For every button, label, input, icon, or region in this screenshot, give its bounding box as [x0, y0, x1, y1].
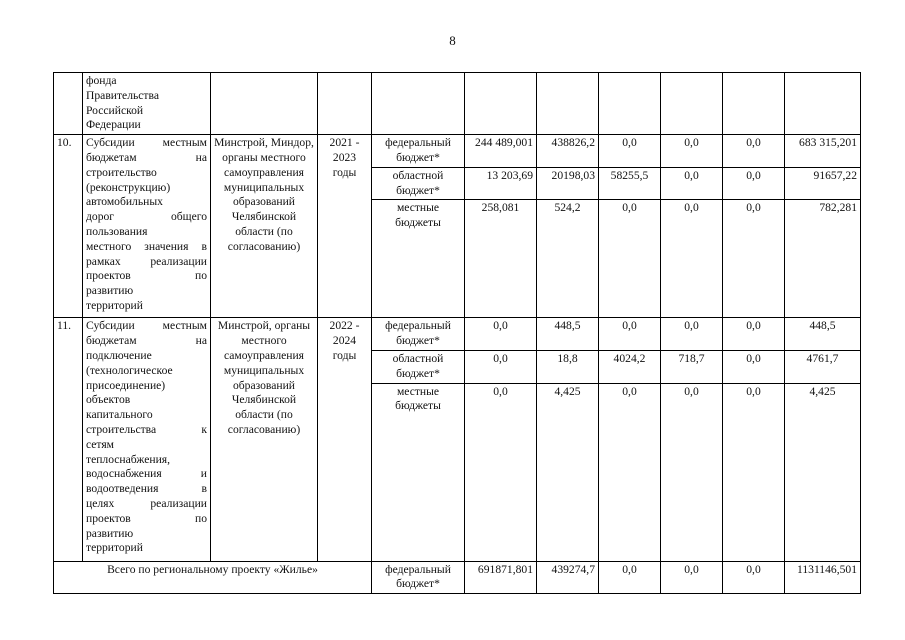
name-line: присоединение): [86, 378, 166, 392]
name-line: объектов: [86, 393, 131, 407]
cell-total: 683 315,201: [785, 135, 861, 168]
name-line: развитию: [86, 284, 134, 298]
cell-value-4: 718,7: [661, 350, 723, 383]
name-line: проектов по: [86, 269, 207, 283]
name-line: (реконструкцию): [86, 180, 171, 194]
cell-value-3: 0,0: [599, 383, 661, 561]
cell-total: 91657,22: [785, 167, 861, 200]
name-line: строительства к: [86, 422, 207, 436]
cell-executor: [211, 73, 318, 135]
cell-source: федеральный бюджет*: [372, 318, 465, 351]
cell-total: 4,425: [785, 383, 861, 561]
table-row: [54, 318, 861, 351]
cell-value-5: 0,0: [723, 561, 785, 594]
cell-value-1: 13 203,69: [465, 167, 537, 200]
cell-no: 11.: [54, 318, 83, 561]
table-row-continued: [54, 73, 861, 135]
name-line: бюджетам на: [86, 334, 207, 348]
cell-value-3: 58255,5: [599, 167, 661, 200]
cell-name: [83, 135, 211, 318]
name-line: территорий: [86, 541, 143, 555]
name-line: (технологическое: [86, 363, 173, 377]
name-line: Российской: [86, 103, 144, 117]
cell-total: 782,281: [785, 200, 861, 318]
name-line: водоснабжения и: [86, 467, 207, 481]
cell-source: [372, 73, 465, 135]
cell-source: местные бюджеты: [372, 383, 465, 561]
name-line: фонда: [86, 74, 117, 87]
name-line: бюджетам на: [86, 150, 207, 164]
cell-source: областной бюджет*: [372, 350, 465, 383]
cell-value-4: 0,0: [661, 561, 723, 594]
name-line: теплоснабжения,: [86, 452, 171, 466]
cell-value-2: 439274,7: [537, 561, 599, 594]
cell-value-5: 0,0: [723, 383, 785, 561]
name-line: сетям: [86, 437, 115, 451]
cell-value-2: 524,2: [537, 200, 599, 318]
funding-table: [53, 72, 861, 594]
cell-value-1: 0,0: [465, 318, 537, 351]
cell-source: федеральный бюджет*: [372, 561, 465, 594]
name-line: строительство: [86, 165, 157, 179]
cell-no: [54, 73, 83, 135]
cell-value-3: 0,0: [599, 135, 661, 168]
total-label: Всего по региональному проекту «Жилье»: [54, 561, 372, 594]
cell-source: местные бюджеты: [372, 200, 465, 318]
cell-value-5: 0,0: [723, 318, 785, 351]
cell-executor: Минстрой, Миндор, органы местного самоуправления муниципальных образований Челябинской области (по согласованию): [211, 135, 318, 318]
name-line: территорий: [86, 298, 143, 312]
cell-value-3: 0,0: [599, 561, 661, 594]
table-row-total: [54, 561, 861, 594]
cell-value-4: 0,0: [661, 167, 723, 200]
cell-total: 4761,7: [785, 350, 861, 383]
cell-value-4: 0,0: [661, 135, 723, 168]
name-line: Федерации: [86, 118, 141, 132]
cell-value-1: 0,0: [465, 350, 537, 383]
name-line: местного значения в: [86, 239, 207, 253]
cell-executor: Минстрой, органы местного самоуправления муниципальных образований Челябинской области (по согласованию): [211, 318, 318, 561]
name-line: подключение: [86, 348, 152, 362]
cell-value-2: 438826,2: [537, 135, 599, 168]
cell-name: [83, 318, 211, 561]
name-line: автомобильных: [86, 195, 163, 209]
cell-total: 448,5: [785, 318, 861, 351]
cell-value-4: 0,0: [661, 200, 723, 318]
name-line: целях реализации: [86, 496, 207, 510]
cell-period: 2021 - 2023 годы: [318, 135, 372, 318]
cell-value-2: 18,8: [537, 350, 599, 383]
name-line: капитального: [86, 408, 153, 422]
name-line: Правительства: [86, 88, 159, 102]
cell-value-3: 0,0: [599, 200, 661, 318]
cell-value-1: 244 489,001: [465, 135, 537, 168]
cell-period: [318, 73, 372, 135]
cell-value-4: 0,0: [661, 383, 723, 561]
name-line: Субсидии местным: [86, 136, 207, 150]
name-line: дорог общего: [86, 210, 207, 224]
page-number: 8: [449, 33, 456, 48]
cell-value-1: 0,0: [465, 383, 537, 561]
cell-source: областной бюджет*: [372, 167, 465, 200]
cell-total: 1131146,501: [785, 561, 861, 594]
cell-value-3: 0,0: [599, 318, 661, 351]
table-row: [54, 135, 861, 168]
cell-no: 10.: [54, 135, 83, 318]
name-line: развитию: [86, 526, 134, 540]
cell-name: [83, 73, 211, 135]
cell-value-5: 0,0: [723, 135, 785, 168]
cell-value-3: 4024,2: [599, 350, 661, 383]
cell-value-4: 0,0: [661, 318, 723, 351]
cell-value-2: 4,425: [537, 383, 599, 561]
name-line: проектов по: [86, 511, 207, 525]
name-line: водоотведения в: [86, 482, 207, 496]
name-line: пользования: [86, 224, 148, 238]
cell-period: 2022 - 2024 годы: [318, 318, 372, 561]
cell-value-2: 20198,03: [537, 167, 599, 200]
name-line: Субсидии местным: [86, 319, 207, 333]
cell-value-5: 0,0: [723, 350, 785, 383]
name-line: рамках реализации: [86, 254, 207, 268]
cell-value-1: 258,081: [465, 200, 537, 318]
cell-source: федеральный бюджет*: [372, 135, 465, 168]
cell-value-5: 0,0: [723, 200, 785, 318]
cell-value-5: 0,0: [723, 167, 785, 200]
cell-value-1: 691871,801: [465, 561, 537, 594]
cell-value-2: 448,5: [537, 318, 599, 351]
